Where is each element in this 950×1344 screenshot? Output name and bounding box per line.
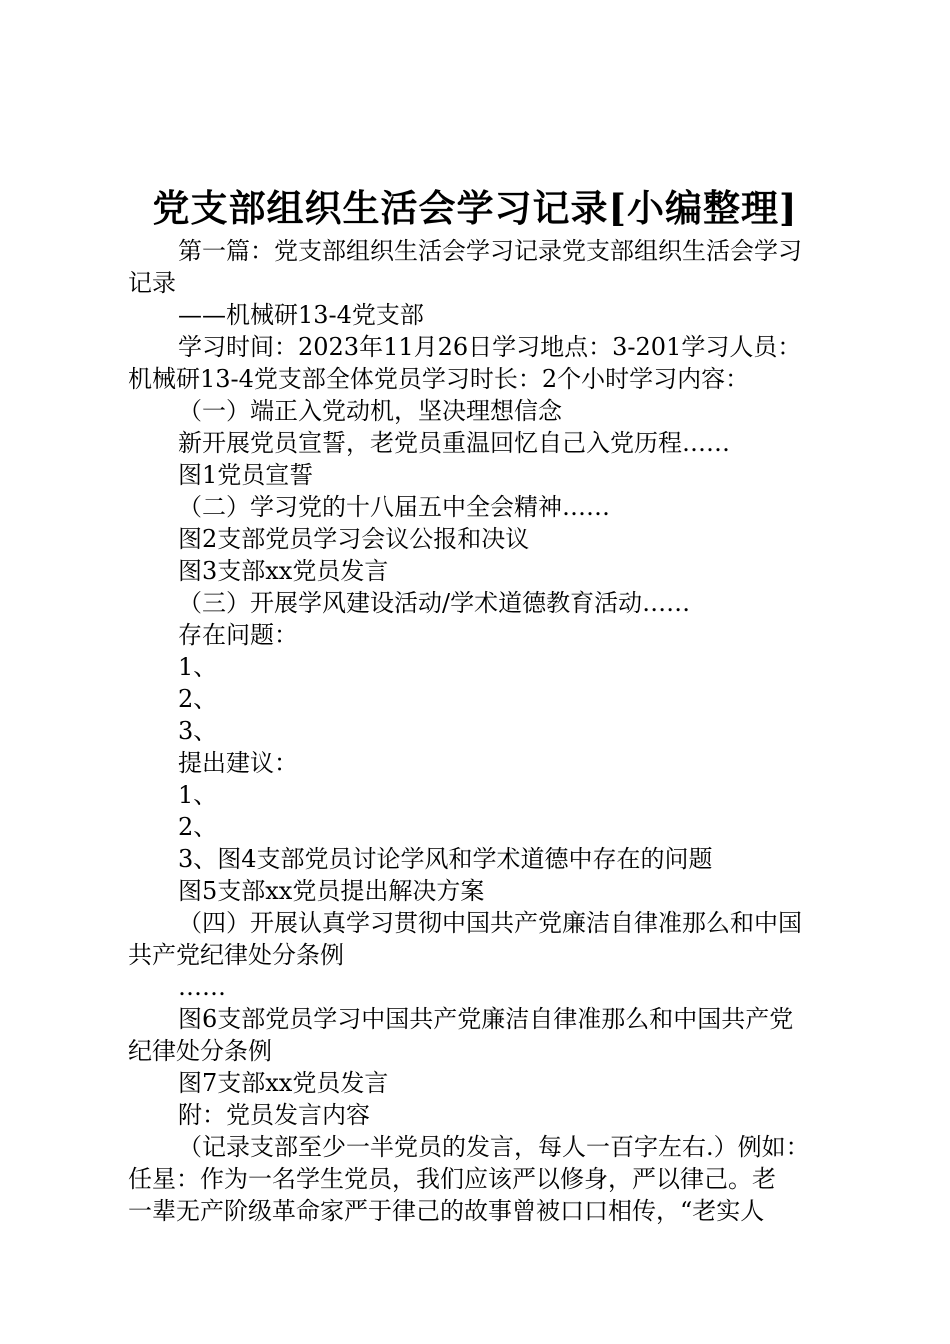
list-item <box>128 811 838 843</box>
paragraph-study-info <box>128 331 838 395</box>
paragraph-line: 存在问题： <box>178 621 298 649</box>
paragraph-section-2 <box>128 491 838 523</box>
paragraph-line: 学习时间：2023年11月26日学习地点：3-201学习人员： <box>178 333 802 361</box>
figure-caption-6 <box>128 1003 838 1067</box>
paragraph-line: 共产党纪律处分条例 <box>128 941 344 969</box>
list-item <box>128 843 838 875</box>
paragraph-appendix-content <box>128 1131 838 1227</box>
paragraph-line: 提出建议： <box>178 749 298 777</box>
paragraph-line: 图7支部xx党员发言 <box>178 1069 389 1097</box>
figure-caption-5 <box>128 875 838 907</box>
paragraph-line: （四）开展认真学习贯彻中国共产党廉洁自律准那么和中国 <box>178 909 802 937</box>
paragraph-line: （二）学习党的十八届五中全会精神…… <box>178 493 610 521</box>
list-item <box>128 651 838 683</box>
paragraph-line: 任星：作为一名学生党员，我们应该严以修身，严以律己。老 <box>128 1165 776 1193</box>
paragraph-line: （三）开展学风建设活动/学术道德教育活动…… <box>178 589 691 617</box>
paragraph-line: 一辈无产阶级革命家严于律己的故事曾被口口相传，“老实人 <box>128 1197 765 1225</box>
paragraph-line: 2、 <box>178 813 218 841</box>
document-title: 党支部组织生活会学习记录[小编整理] <box>152 186 798 230</box>
paragraph-line: 纪律处分条例 <box>128 1037 272 1065</box>
paragraph-oath <box>128 427 838 459</box>
paragraph-branch <box>128 299 838 331</box>
paragraph-line: 图2支部党员学习会议公报和决议 <box>178 525 530 553</box>
paragraph-line: 附：党员发言内容 <box>178 1101 370 1129</box>
paragraph-line: 图5支部xx党员提出解决方案 <box>178 877 485 905</box>
list-item <box>128 715 838 747</box>
paragraph-line: ——机械研13-4党支部 <box>178 301 424 329</box>
paragraph-ellipsis <box>128 971 838 1003</box>
paragraph-line: 新开展党员宣誓，老党员重温回忆自己入党历程…… <box>178 429 730 457</box>
paragraph-appendix-heading <box>128 1099 838 1131</box>
figure-caption-7 <box>128 1067 838 1099</box>
paragraph-line: 1、 <box>178 653 218 681</box>
paragraph-line: 机械研13-4党支部全体党员学习时长：2个小时学习内容： <box>128 365 750 393</box>
figure-caption-3 <box>128 555 838 587</box>
paragraph-line: 第一篇：党支部组织生活会学习记录党支部组织生活会学习 <box>178 237 802 265</box>
figure-caption-2 <box>128 523 838 555</box>
document-body <box>128 235 838 1227</box>
paragraph-problems-heading <box>128 619 838 651</box>
paragraph-line: 1、 <box>178 781 218 809</box>
paragraph-line: 记录 <box>128 269 176 297</box>
paragraph-section-1 <box>128 395 838 427</box>
paragraph-line: 2、 <box>178 685 218 713</box>
paragraph-line: 图3支部xx党员发言 <box>178 557 389 585</box>
paragraph-suggestions-heading <box>128 747 838 779</box>
paragraph-section-3 <box>128 587 838 619</box>
list-item <box>128 683 838 715</box>
paragraph-line: …… <box>178 973 226 1001</box>
paragraph-intro <box>128 235 838 299</box>
paragraph-line: 3、图4支部党员讨论学风和学术道德中存在的问题 <box>178 845 713 873</box>
paragraph-section-4 <box>128 907 838 971</box>
paragraph-line: （一）端正入党动机，坚决理想信念 <box>178 397 562 425</box>
figure-caption-1 <box>128 459 838 491</box>
paragraph-line: 3、 <box>178 717 218 745</box>
list-item <box>128 779 838 811</box>
paragraph-line: （记录支部至少一半党员的发言，每人一百字左右.）例如： <box>178 1133 810 1161</box>
paragraph-line: 图1党员宣誓 <box>178 461 314 489</box>
paragraph-line: 图6支部党员学习中国共产党廉洁自律准那么和中国共产党 <box>178 1005 794 1033</box>
